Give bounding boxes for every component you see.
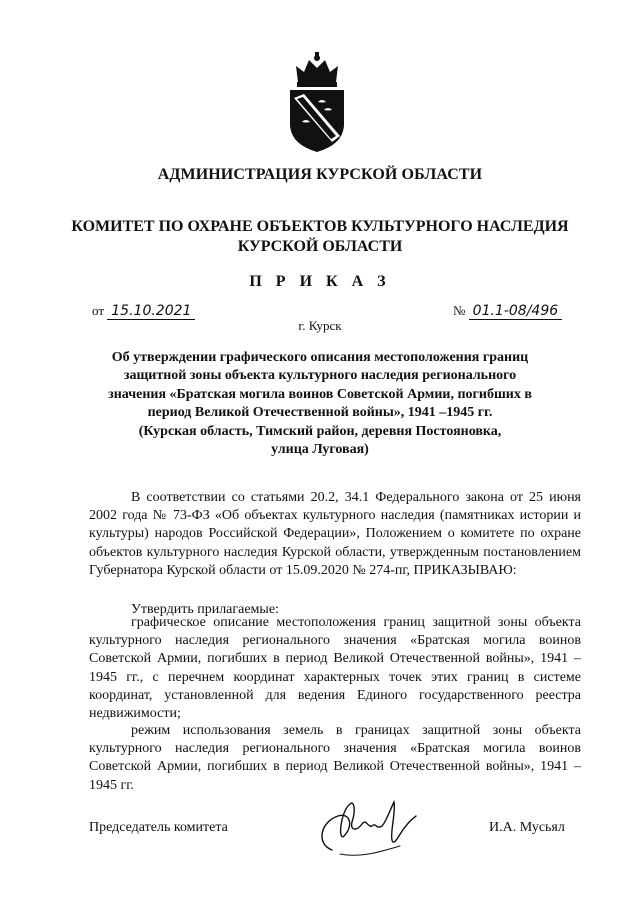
kursk-coat-of-arms-emblem bbox=[284, 52, 350, 156]
paragraph-text: режим использования земель в границах защитной зоны объекта культурного наследия регионального значения «Братская могила воинов Советской Армии, погибших в период Великой Отечественной войны», 1941 –1945 гг. bbox=[89, 723, 581, 793]
subject-line: улица Луговая) bbox=[271, 442, 369, 458]
administration-title: АДМИНИСТРАЦИЯ КУРСКОЙ ОБЛАСТИ bbox=[157, 166, 483, 183]
body-paragraph-graphic-description bbox=[89, 614, 581, 723]
body-paragraph-preamble bbox=[89, 489, 581, 580]
number-prefix: № bbox=[453, 303, 466, 318]
committee-title-line1: КОМИТЕТ ПО ОХРАНЕ ОБЪЕКТОВ КУЛЬТУРНОГО НАСЛЕДИЯ bbox=[71, 218, 569, 235]
signer-position: Председатель комитета bbox=[89, 820, 228, 835]
subject-line: (Курская область, Тимский район, деревня Постояновка, bbox=[138, 423, 502, 439]
subject-line: период Великой Отечественной войны», 1941 –1945 гг. bbox=[147, 405, 493, 421]
handwritten-signature bbox=[310, 792, 420, 864]
date-value: 15.10.2021 bbox=[107, 303, 195, 320]
signer-name: И.А. Мусьял bbox=[489, 820, 565, 835]
subject-line: значения «Братская могила воинов Советской Армии, погибших в bbox=[108, 386, 532, 402]
paragraph-text: В соответствии со статьями 20.2, 34.1 Федерального закона от 25 июня 2002 года № 73-ФЗ «Об объектах культурного наследия (памятниках истории и культуры) народов Российской Федерации», Положением о комитете по охране объектов культурного наследия Курской области, утвержденным постановлением Губернатора Курской области от 15.09.2020 № 274-пг, ПРИКАЗЫВАЮ: bbox=[89, 490, 581, 578]
subject-line: Об утверждении графического описания местоположения границ bbox=[111, 350, 529, 365]
subject-line: защитной зоны объекта культурного наследия регионального bbox=[123, 368, 517, 384]
order-subject bbox=[100, 349, 540, 459]
paragraph-text: графическое описание местоположения границ защитной зоны объекта культурного наследия регионального значения «Братская могила воинов Советской Армии, погибших в период Великой Отечественной войны», 1941 –1945 гг., с перечнем координат характерных точек этих границ в системе координат, установленной для ведения Единого государственного реестра недвижимости; bbox=[89, 615, 581, 722]
document-type: П Р И К А З bbox=[249, 273, 391, 290]
body-paragraph-land-use-regime bbox=[89, 722, 581, 795]
city-label: г. Курск bbox=[298, 318, 342, 333]
date-prefix: от bbox=[92, 303, 105, 318]
committee-title bbox=[0, 217, 640, 257]
committee-title-line2: КУРСКОЙ ОБЛАСТИ bbox=[237, 238, 403, 255]
paragraph-text: Утвердить прилагаемые: bbox=[131, 602, 279, 617]
number-value: 01.1-08/496 bbox=[469, 303, 562, 320]
